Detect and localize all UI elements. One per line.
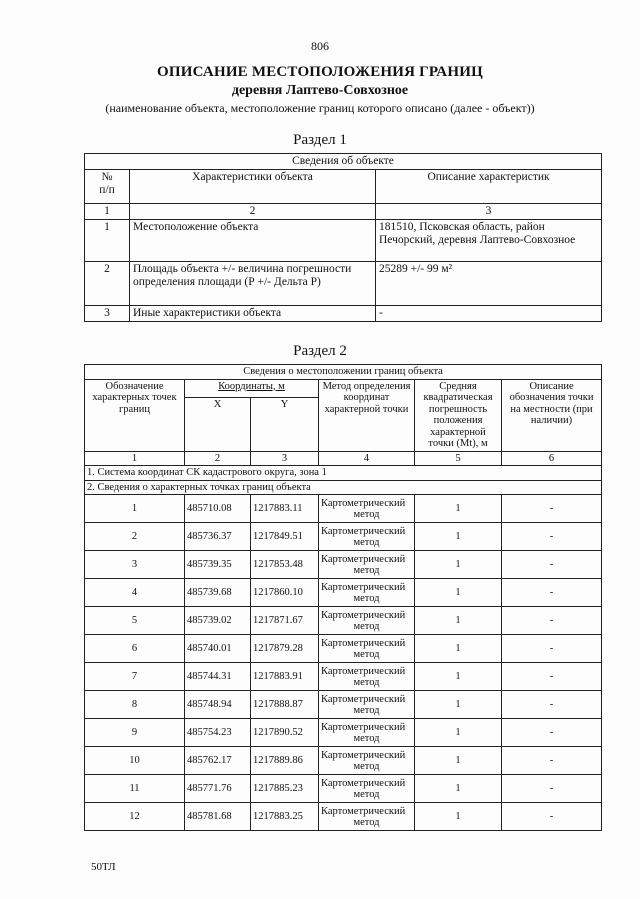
section2-heading: Раздел 2 xyxy=(293,343,347,359)
point-y: 1217860.10 xyxy=(251,579,319,607)
table-row xyxy=(85,775,602,803)
point-x: 485748.94 xyxy=(185,691,251,719)
point-marking: - xyxy=(502,579,602,607)
point-number: 8 xyxy=(85,691,185,719)
method-line2: метод xyxy=(353,788,380,800)
point-x: 485744.31 xyxy=(185,663,251,691)
point-x: 485762.17 xyxy=(185,747,251,775)
point-number: 4 xyxy=(85,579,185,607)
point-x: 485736.37 xyxy=(185,523,251,551)
row-num: 3 xyxy=(85,306,130,322)
point-number: 6 xyxy=(85,635,185,663)
index-cell: 1 xyxy=(85,204,130,220)
points-section-row: 2. Сведения о характерных точках границ объекта xyxy=(85,480,602,495)
point-y: 1217885.23 xyxy=(251,775,319,803)
point-y: 1217890.52 xyxy=(251,719,319,747)
row-num: 2 xyxy=(85,262,130,306)
table-row xyxy=(85,220,602,262)
row-characteristic: Площадь объекта +/- величина погрешности определения площади (Р +/- Дельта Р) xyxy=(130,262,376,306)
point-marking: - xyxy=(502,747,602,775)
point-x: 485771.76 xyxy=(185,775,251,803)
object-name: деревня Лаптево-Совхозное xyxy=(231,83,409,98)
point-number: 3 xyxy=(85,551,185,579)
index-row xyxy=(85,204,602,220)
index-cell: 3 xyxy=(251,451,319,466)
row-description: - xyxy=(376,306,602,322)
point-y: 1217888.87 xyxy=(251,691,319,719)
point-x: 485739.68 xyxy=(185,579,251,607)
point-accuracy: 1 xyxy=(415,523,502,551)
method-line2: метод xyxy=(353,592,380,604)
col-description-header: Описание характеристик xyxy=(376,170,602,204)
col-num-line2: п/п xyxy=(99,184,115,196)
point-number: 7 xyxy=(85,663,185,691)
point-y: 1217853.48 xyxy=(251,551,319,579)
col-accuracy-header: Средняя квадратическая погрешность положения характерной точки (Mt), м xyxy=(415,379,502,451)
point-number: 11 xyxy=(85,775,185,803)
method-line2: метод xyxy=(353,676,380,688)
section2-caption: Сведения о местоположении границ объекта xyxy=(85,365,602,380)
col-y-header: Y xyxy=(251,397,319,451)
point-marking: - xyxy=(502,523,602,551)
table-row xyxy=(85,579,602,607)
point-x: 485739.02 xyxy=(185,607,251,635)
table-row xyxy=(85,803,602,831)
col-characteristic-header: Характеристики объекта xyxy=(130,170,376,204)
col-x-header: X xyxy=(185,397,251,451)
point-accuracy: 1 xyxy=(415,803,502,831)
index-cell: 2 xyxy=(185,451,251,466)
index-cell: 1 xyxy=(85,451,185,466)
point-marking: - xyxy=(502,663,602,691)
point-y: 1217883.25 xyxy=(251,803,319,831)
method-line2: метод xyxy=(353,816,380,828)
point-x: 485739.35 xyxy=(185,551,251,579)
method-line2: метод xyxy=(353,760,380,772)
method-line1: Картометрический xyxy=(321,721,406,733)
method-line1: Картометрический xyxy=(321,525,406,537)
method-line2: метод xyxy=(353,704,380,716)
point-x: 485740.01 xyxy=(185,635,251,663)
col-coordinates-header xyxy=(185,379,319,397)
point-x: 485781.68 xyxy=(185,803,251,831)
point-marking: - xyxy=(502,803,602,831)
row-characteristic: Иные характеристики объекта xyxy=(130,306,376,322)
point-method xyxy=(319,691,415,719)
point-method xyxy=(319,579,415,607)
table-row xyxy=(85,607,602,635)
index-cell: 2 xyxy=(130,204,376,220)
row-characteristic: Местоположение объекта xyxy=(130,220,376,262)
table-row xyxy=(85,495,602,523)
method-line1: Картометрический xyxy=(321,581,406,593)
point-accuracy: 1 xyxy=(415,607,502,635)
point-method xyxy=(319,523,415,551)
point-accuracy: 1 xyxy=(415,691,502,719)
col-points-header: Обозначение характерных точек границ xyxy=(85,379,185,451)
point-accuracy: 1 xyxy=(415,747,502,775)
footer-code: 50ТЛ xyxy=(91,861,116,873)
point-y: 1217849.51 xyxy=(251,523,319,551)
point-number: 5 xyxy=(85,607,185,635)
row-description: 25289 +/- 99 м² xyxy=(376,262,602,306)
point-method xyxy=(319,747,415,775)
method-line1: Картометрический xyxy=(321,777,406,789)
coordinate-system-row: 1. Система координат СК кадастрового округа, зона 1 xyxy=(85,466,602,481)
method-line2: метод xyxy=(353,620,380,632)
point-method xyxy=(319,607,415,635)
method-line2: метод xyxy=(353,564,380,576)
method-line1: Картометрический xyxy=(321,665,406,677)
index-cell: 4 xyxy=(319,451,415,466)
point-y: 1217883.91 xyxy=(251,663,319,691)
point-y: 1217883.11 xyxy=(251,495,319,523)
point-accuracy: 1 xyxy=(415,495,502,523)
table-row xyxy=(85,262,602,306)
row-num: 1 xyxy=(85,220,130,262)
point-method xyxy=(319,495,415,523)
point-accuracy: 1 xyxy=(415,719,502,747)
col-num-line1: № xyxy=(101,171,113,183)
index-row xyxy=(85,451,602,466)
page-number: 806 xyxy=(311,39,329,53)
point-number: 9 xyxy=(85,719,185,747)
point-method xyxy=(319,663,415,691)
point-marking: - xyxy=(502,635,602,663)
row-description: 181510, Псковская область, район Печорский, деревня Лаптево-Совхозное xyxy=(376,220,602,262)
index-cell: 5 xyxy=(415,451,502,466)
point-accuracy: 1 xyxy=(415,663,502,691)
index-cell: 6 xyxy=(502,451,602,466)
method-line2: метод xyxy=(353,732,380,744)
point-method xyxy=(319,551,415,579)
point-marking: - xyxy=(502,719,602,747)
table-row xyxy=(85,747,602,775)
col-num-header xyxy=(85,170,130,204)
method-line1: Картометрический xyxy=(321,805,406,817)
point-accuracy: 1 xyxy=(415,635,502,663)
point-method xyxy=(319,803,415,831)
point-marking: - xyxy=(502,495,602,523)
index-cell: 3 xyxy=(376,204,602,220)
table-row xyxy=(85,551,602,579)
point-method xyxy=(319,635,415,663)
point-marking: - xyxy=(502,775,602,803)
method-line1: Картометрический xyxy=(321,693,406,705)
col-marking-header: Описание обозначения точки на местности (при наличии) xyxy=(502,379,602,451)
col-method-header: Метод определения координат характерной точки xyxy=(319,379,415,451)
object-name-note: (наименование объекта, местоположение границ которого описано (далее - объект)) xyxy=(105,101,535,115)
boundary-points-table xyxy=(84,364,602,831)
point-method xyxy=(319,719,415,747)
method-line1: Картометрический xyxy=(321,749,406,761)
point-marking: - xyxy=(502,607,602,635)
table-row xyxy=(85,306,602,322)
point-accuracy: 1 xyxy=(415,551,502,579)
method-line1: Картометрический xyxy=(321,497,406,509)
method-line2: метод xyxy=(353,508,380,520)
point-x: 485710.08 xyxy=(185,495,251,523)
point-number: 2 xyxy=(85,523,185,551)
method-line2: метод xyxy=(353,648,380,660)
method-line2: метод xyxy=(353,536,380,548)
table-row xyxy=(85,635,602,663)
col-coordinates-label: Координаты, м xyxy=(218,380,285,392)
document-title: ОПИСАНИЕ МЕСТОПОЛОЖЕНИЯ ГРАНИЦ xyxy=(157,64,483,80)
point-y: 1217879.28 xyxy=(251,635,319,663)
point-marking: - xyxy=(502,551,602,579)
method-line1: Картометрический xyxy=(321,609,406,621)
point-y: 1217871.67 xyxy=(251,607,319,635)
point-method xyxy=(319,775,415,803)
table-row xyxy=(85,691,602,719)
point-accuracy: 1 xyxy=(415,579,502,607)
object-info-table xyxy=(84,153,602,322)
point-number: 12 xyxy=(85,803,185,831)
point-marking: - xyxy=(502,691,602,719)
point-y: 1217889.86 xyxy=(251,747,319,775)
point-number: 1 xyxy=(85,495,185,523)
point-number: 10 xyxy=(85,747,185,775)
method-line1: Картометрический xyxy=(321,553,406,565)
table-row xyxy=(85,663,602,691)
points-body xyxy=(85,495,602,831)
section1-caption: Сведения об объекте xyxy=(85,154,602,170)
section1-heading: Раздел 1 xyxy=(293,132,347,148)
point-x: 485754.23 xyxy=(185,719,251,747)
method-line1: Картометрический xyxy=(321,637,406,649)
table-row xyxy=(85,719,602,747)
point-accuracy: 1 xyxy=(415,775,502,803)
table-row xyxy=(85,523,602,551)
